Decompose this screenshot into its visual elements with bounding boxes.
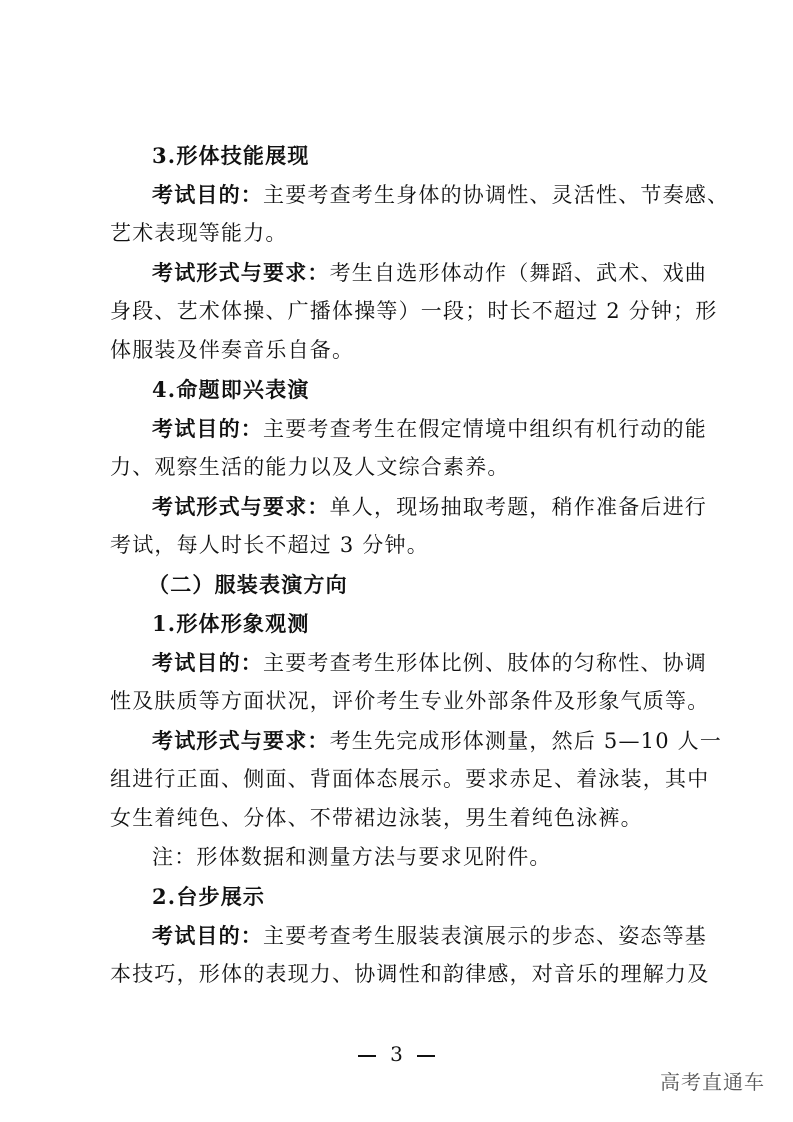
paragraph-line: [110, 409, 707, 448]
paragraph-line: 组进行正面、侧面、背面体态展示。要求赤足、着泳装，其中: [110, 767, 710, 791]
paragraph-text: 主要考查考生服装表演展示的步态、姿态等基: [263, 924, 707, 948]
paragraph-text: 主要考查考生身体的协调性、灵活性、节奏感、: [263, 183, 730, 207]
page-footer: [0, 1040, 793, 1068]
page-number: 3: [390, 1042, 403, 1066]
section-heading: 3.形体技能展现: [152, 143, 310, 168]
section-heading: 2.台步展示: [152, 884, 266, 909]
section-heading: 4.命题即兴表演: [152, 377, 310, 402]
paragraph-line: [110, 175, 730, 214]
paragraph-line: 艺术表现等能力。: [110, 221, 288, 245]
form-label: 考试形式与要求：: [152, 494, 330, 519]
paragraph-line: 体服装及伴奏音乐自备。: [110, 338, 355, 362]
part-heading: （二）服装表演方向: [148, 572, 348, 597]
purpose-label: 考试目的：: [152, 416, 263, 441]
paragraph-line: 力、观察生活的能力以及人文综合素养。: [110, 455, 510, 479]
form-label: 考试形式与要求：: [152, 260, 330, 285]
document-body: [110, 136, 730, 994]
paragraph-text: 考生先完成形体测量，然后 5—10 人一: [329, 729, 723, 753]
paragraph-line: [110, 916, 707, 955]
footer-dash-left: [358, 1055, 376, 1057]
purpose-label: 考试目的：: [152, 650, 263, 675]
paragraph-text: 主要考查考生在假定情境中组织有机行动的能: [263, 417, 707, 441]
note-line: 注：形体数据和测量方法与要求见附件。: [152, 845, 552, 869]
form-label: 考试形式与要求：: [152, 728, 330, 753]
paragraph-line: [110, 487, 708, 526]
section-heading: 1.形体形象观测: [152, 611, 310, 636]
footer-dash-right: [417, 1055, 435, 1057]
paragraph-text: 考生自选形体动作（舞蹈、武术、戏曲: [329, 261, 708, 285]
paragraph-line: 本技巧，形体的表现力、协调性和韵律感，对音乐的理解力及: [110, 962, 710, 986]
paragraph-line: [110, 721, 723, 760]
paragraph-text: 主要考查考生形体比例、肢体的匀称性、协调: [263, 651, 707, 675]
paragraph-line: 考试，每人时长不超过 3 分钟。: [110, 533, 429, 557]
purpose-label: 考试目的：: [152, 923, 263, 948]
paragraph-line: [110, 643, 707, 682]
purpose-label: 考试目的：: [152, 182, 263, 207]
paragraph-line: [110, 253, 708, 292]
paragraph-line: 身段、艺术体操、广播体操等）一段；时长不超过 2 分钟；形: [110, 299, 718, 323]
paragraph-line: 性及肤质等方面状况，评价考生专业外部条件及形象气质等。: [110, 689, 710, 713]
paragraph-line: 女生着纯色、分体、不带裙边泳装，男生着纯色泳裤。: [110, 806, 643, 830]
watermark: 高考直通车: [660, 1070, 765, 1094]
paragraph-text: 单人，现场抽取考题，稍作准备后进行: [329, 495, 708, 519]
